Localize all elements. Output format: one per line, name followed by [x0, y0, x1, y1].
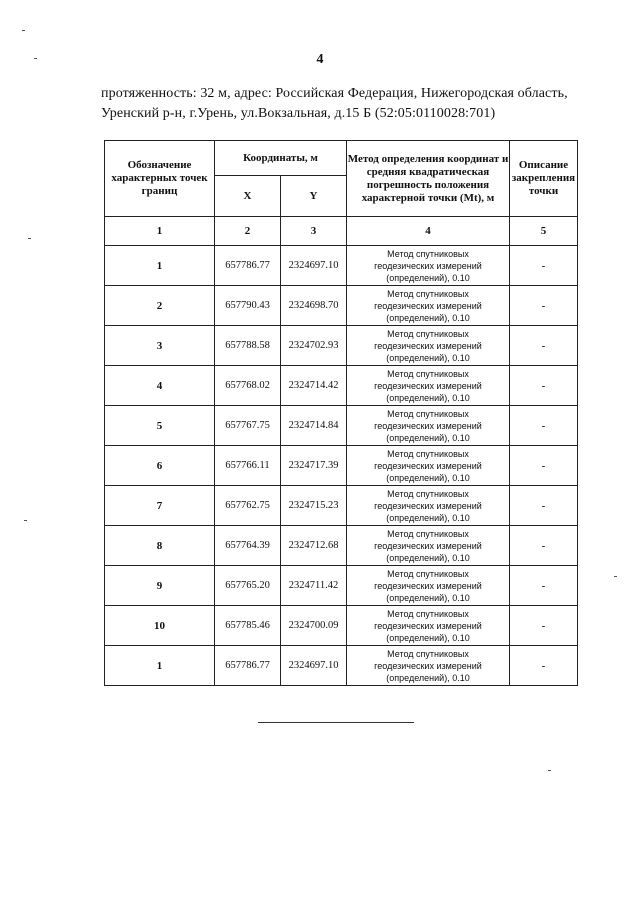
description-cell: - — [510, 526, 578, 566]
header-description: Описание закрепления точки — [510, 141, 578, 217]
method-cell — [347, 606, 510, 646]
point-number: 6 — [105, 446, 215, 486]
method-line: Метод спутниковых — [387, 448, 469, 459]
description-cell: - — [510, 446, 578, 486]
table-row — [105, 486, 578, 526]
table-row — [105, 366, 578, 406]
description-cell: - — [510, 406, 578, 446]
method-cell — [347, 246, 510, 286]
method-line: геодезических измерений — [374, 380, 482, 391]
method-line: (определений), 0.10 — [386, 632, 470, 643]
method-line: (определений), 0.10 — [386, 552, 470, 563]
scan-speck — [22, 30, 25, 31]
method-cell — [347, 326, 510, 366]
method-line: геодезических измерений — [374, 460, 482, 471]
method-line: геодезических измерений — [374, 540, 482, 551]
y-coordinate: 2324714.42 — [281, 366, 347, 406]
method-line: Метод спутниковых — [387, 248, 469, 259]
header-x: X — [215, 176, 281, 217]
x-coordinate: 657767.75 — [215, 406, 281, 446]
table-row — [105, 646, 578, 686]
address-line-2: Уренский р-н, г.Урень, ул.Вокзальная, д.15 Б (52:05:0110028:701) — [101, 106, 496, 121]
scan-speck — [34, 58, 37, 59]
method-line: геодезических измерений — [374, 620, 482, 631]
method-cell — [347, 406, 510, 446]
method-cell — [347, 526, 510, 566]
column-number: 4 — [347, 217, 510, 246]
method-line: (определений), 0.10 — [386, 272, 470, 283]
method-line: (определений), 0.10 — [386, 352, 470, 363]
address-paragraph — [101, 84, 591, 124]
table-row — [105, 406, 578, 446]
method-line: Метод спутниковых — [387, 328, 469, 339]
header-designation: Обозначение характерных точек границ — [105, 141, 215, 217]
column-number: 2 — [215, 217, 281, 246]
table-row — [105, 566, 578, 606]
x-coordinate: 657786.77 — [215, 646, 281, 686]
point-number: 5 — [105, 406, 215, 446]
method-line: (определений), 0.10 — [386, 432, 470, 443]
description-cell: - — [510, 606, 578, 646]
y-coordinate: 2324697.10 — [281, 246, 347, 286]
method-line: геодезических измерений — [374, 340, 482, 351]
x-coordinate: 657766.11 — [215, 446, 281, 486]
method-line: Метод спутниковых — [387, 288, 469, 299]
method-line: (определений), 0.10 — [386, 512, 470, 523]
x-coordinate: 657764.39 — [215, 526, 281, 566]
method-line: геодезических измерений — [374, 660, 482, 671]
method-line: геодезических измерений — [374, 420, 482, 431]
page-number: 4 — [316, 52, 324, 67]
method-line: Метод спутниковых — [387, 568, 469, 579]
method-line: Метод спутниковых — [387, 368, 469, 379]
method-line: геодезических измерений — [374, 500, 482, 511]
table-row — [105, 246, 578, 286]
point-number: 10 — [105, 606, 215, 646]
method-cell — [347, 286, 510, 326]
header-method: Метод определения координат и средняя квадратическая погрешность положения характерной точки (Mt), м — [347, 141, 510, 217]
method-line: (определений), 0.10 — [386, 592, 470, 603]
point-number: 3 — [105, 326, 215, 366]
point-number: 1 — [105, 246, 215, 286]
point-number: 9 — [105, 566, 215, 606]
description-cell: - — [510, 646, 578, 686]
description-cell: - — [510, 566, 578, 606]
y-coordinate: 2324697.10 — [281, 646, 347, 686]
x-coordinate: 657788.58 — [215, 326, 281, 366]
y-coordinate: 2324715.23 — [281, 486, 347, 526]
point-number: 1 — [105, 646, 215, 686]
y-coordinate: 2324698.70 — [281, 286, 347, 326]
y-coordinate: 2324714.84 — [281, 406, 347, 446]
method-line: Метод спутниковых — [387, 608, 469, 619]
method-cell — [347, 446, 510, 486]
description-cell: - — [510, 246, 578, 286]
method-line: геодезических измерений — [374, 580, 482, 591]
description-cell: - — [510, 366, 578, 406]
y-coordinate: 2324702.93 — [281, 326, 347, 366]
column-number: 5 — [510, 217, 578, 246]
table-row — [105, 326, 578, 366]
point-number: 7 — [105, 486, 215, 526]
table-row — [105, 446, 578, 486]
description-cell: - — [510, 286, 578, 326]
y-coordinate: 2324712.68 — [281, 526, 347, 566]
address-line-1: протяженность: 32 м, адрес: Российская Федерация, Нижегородская область, — [101, 86, 568, 101]
scan-speck — [28, 238, 31, 239]
method-line: Метод спутниковых — [387, 528, 469, 539]
method-line: Метод спутниковых — [387, 648, 469, 659]
boundary-points-table — [104, 140, 578, 686]
table-row — [105, 606, 578, 646]
method-line: Метод спутниковых — [387, 408, 469, 419]
y-coordinate: 2324711.42 — [281, 566, 347, 606]
point-number: 4 — [105, 366, 215, 406]
column-number: 1 — [105, 217, 215, 246]
header-coordinates: Координаты, м — [215, 141, 347, 176]
method-line: (определений), 0.10 — [386, 312, 470, 323]
method-line: (определений), 0.10 — [386, 392, 470, 403]
point-number: 8 — [105, 526, 215, 566]
header-y: Y — [281, 176, 347, 217]
table-row — [105, 526, 578, 566]
x-coordinate: 657768.02 — [215, 366, 281, 406]
x-coordinate: 657785.46 — [215, 606, 281, 646]
description-cell: - — [510, 326, 578, 366]
scan-speck — [24, 520, 27, 521]
point-number: 2 — [105, 286, 215, 326]
column-number: 3 — [281, 217, 347, 246]
y-coordinate: 2324717.39 — [281, 446, 347, 486]
x-coordinate: 657786.77 — [215, 246, 281, 286]
method-line: (определений), 0.10 — [386, 672, 470, 683]
method-cell — [347, 486, 510, 526]
x-coordinate: 657765.20 — [215, 566, 281, 606]
method-line: геодезических измерений — [374, 300, 482, 311]
method-cell — [347, 566, 510, 606]
method-line: геодезических измерений — [374, 260, 482, 271]
bottom-rule — [258, 722, 414, 723]
y-coordinate: 2324700.09 — [281, 606, 347, 646]
method-cell — [347, 646, 510, 686]
x-coordinate: 657790.43 — [215, 286, 281, 326]
scan-speck — [614, 576, 617, 577]
scan-speck — [548, 770, 551, 771]
table-row — [105, 286, 578, 326]
method-cell — [347, 366, 510, 406]
x-coordinate: 657762.75 — [215, 486, 281, 526]
description-cell: - — [510, 486, 578, 526]
method-line: (определений), 0.10 — [386, 472, 470, 483]
method-line: Метод спутниковых — [387, 488, 469, 499]
